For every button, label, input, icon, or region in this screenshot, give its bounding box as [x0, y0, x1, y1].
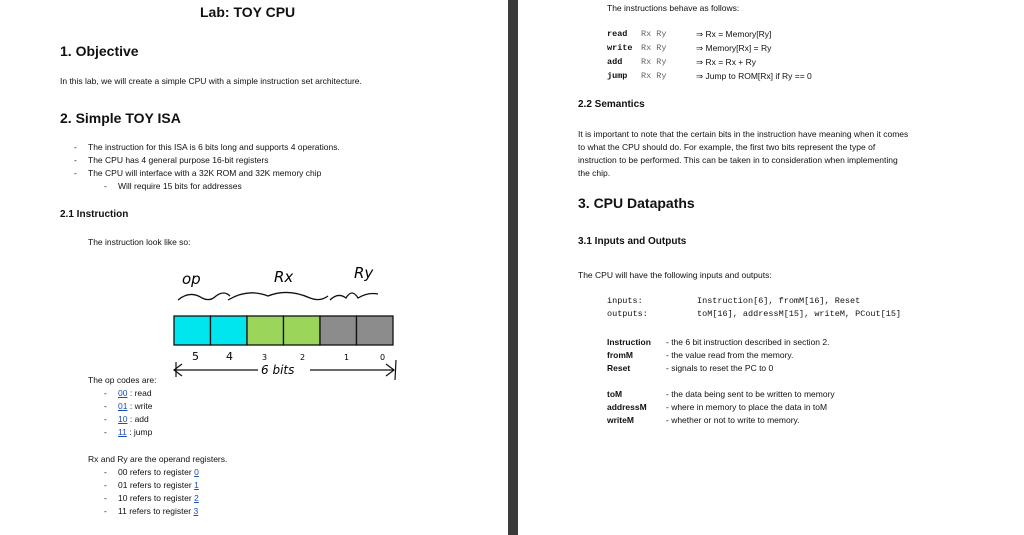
bit-cell-3: [247, 316, 284, 345]
output-desc: - the data being sent to be written to memory: [666, 389, 835, 399]
isa-bullet-2: The CPU has 4 general purpose 16-bit registers: [88, 155, 269, 165]
opcode-code: 00: [118, 388, 128, 398]
diagram-label-rx: Rx: [274, 268, 294, 286]
input-desc: - signals to reset the PC to 0: [666, 363, 774, 373]
input-name: fromM: [607, 350, 633, 360]
objective-text: In this lab, we will create a simple CPU with a simple instruction set architecture.: [60, 76, 362, 86]
isa-sub-bullet: Will require 15 bits for addresses: [118, 181, 242, 191]
arrow-icon: ⇒: [696, 29, 706, 39]
bit-cells: [174, 316, 393, 345]
register-number: 2: [194, 493, 199, 503]
instr-args: Rx Ry: [641, 29, 667, 39]
opcode-sep: :: [127, 388, 135, 398]
input-name: Reset: [607, 363, 631, 373]
opcodes-label: The op codes are:: [88, 375, 157, 385]
bullet-dash: -: [104, 181, 107, 191]
register-number: 0: [194, 467, 199, 477]
register-item: [118, 493, 199, 503]
brace-ry: [330, 293, 378, 300]
registers-intro: Rx and Ry are the operand registers.: [88, 454, 228, 464]
arrow-icon: ⇒: [696, 57, 706, 67]
bullet-dash: -: [104, 427, 107, 437]
instr-args: Rx Ry: [641, 43, 667, 53]
datapaths-heading-text: 3. CPU Datapaths: [578, 195, 695, 211]
opcode-item: [118, 401, 153, 411]
instr-args: Rx Ry: [641, 71, 667, 81]
opcode-item: [118, 427, 152, 437]
instr-effect: [696, 57, 756, 68]
instr-effect: [696, 71, 812, 82]
bit-number-4: 4: [226, 350, 233, 363]
semantics-line: It is important to note that the certain bits in the instruction have meaning when it comes: [578, 129, 909, 139]
opcode-sep: :: [126, 427, 134, 437]
instr-op: write: [607, 43, 633, 53]
brace-op: [178, 293, 230, 300]
bullet-dash: -: [74, 168, 77, 178]
instr-op: add: [607, 57, 623, 67]
bit-cell-0: [357, 316, 394, 345]
io-intro: The CPU will have the following inputs and outputs:: [578, 270, 772, 280]
output-name: addressM: [607, 402, 647, 412]
page-divider: [508, 0, 518, 535]
opcode-name: jump: [133, 427, 153, 437]
inputs-label: inputs:: [607, 296, 643, 306]
bit-numbers: [192, 350, 385, 363]
register-code: 10: [118, 493, 128, 503]
register-item: [118, 467, 199, 477]
output-name: toM: [607, 389, 623, 399]
outputs-value: toM[16], addressM[15], writeM, PCout[15]: [697, 309, 902, 319]
opcode-sep: :: [127, 401, 135, 411]
bit-number-0: 0: [380, 353, 386, 362]
bit-cell-1: [320, 316, 357, 345]
bit-number-3: 3: [262, 353, 268, 362]
bit-number-1: 1: [344, 353, 350, 362]
isa-bullet-1: The instruction for this ISA is 6 bits long and supports 4 operations.: [88, 142, 340, 152]
output-name: writeM: [607, 415, 634, 425]
instruction-intro: The instruction look like so:: [88, 237, 191, 247]
inputs-value: Instruction[6], fromM[16], Reset: [697, 296, 861, 306]
bit-number-5: 5: [192, 350, 199, 363]
opcode-name: read: [134, 388, 152, 398]
arrow-icon: ⇒: [696, 43, 706, 53]
diagram-label-ry: Ry: [354, 264, 374, 282]
input-name: Instruction: [607, 337, 651, 347]
instr-effect-text: Memory[Rx] = Ry: [705, 43, 772, 53]
instr-op: read: [607, 29, 628, 39]
instr-effect-text: Rx = Rx + Ry: [705, 57, 757, 67]
semantics-line: the chip.: [578, 168, 611, 178]
bullet-dash: -: [74, 142, 77, 152]
register-code: 11: [118, 506, 127, 516]
opcode-code: 11: [118, 427, 127, 437]
doc-title: Lab: TOY CPU: [200, 4, 296, 20]
isa-heading: 2. Simple TOY ISA: [60, 110, 181, 126]
isa-bullet-3: The CPU will interface with a 32K ROM and 32K memory chip: [88, 168, 322, 178]
register-number: 3: [193, 506, 199, 516]
semantics-heading: 2.2 Semantics: [578, 99, 645, 110]
output-desc: - where in memory to place the data in toM: [666, 402, 828, 412]
bullet-dash: -: [104, 493, 107, 503]
register-number: 1: [194, 480, 199, 490]
instruction-heading: 2.1 Instruction: [60, 209, 129, 220]
input-desc: - the value read from the memory.: [666, 350, 794, 360]
opcode-name: add: [134, 414, 149, 424]
bullet-dash: -: [104, 480, 107, 490]
register-code: 00: [118, 467, 128, 477]
register-item: [118, 506, 198, 516]
instr-op: jump: [607, 71, 628, 81]
bit-cell-5: [174, 316, 211, 345]
instr-effect: [696, 29, 771, 40]
bullet-dash: -: [104, 414, 107, 424]
behave-intro: The instructions behave as follows:: [607, 3, 740, 13]
opcode-code: 01: [118, 401, 128, 411]
bullet-dash: -: [104, 401, 107, 411]
diagram-label-op: op: [182, 270, 201, 288]
instr-effect: [696, 43, 771, 54]
bullet-dash: -: [104, 506, 107, 516]
register-text: refers to register: [127, 467, 195, 477]
register-item: [118, 480, 199, 490]
output-desc: - whether or not to write to memory.: [666, 415, 800, 425]
opcode-sep: :: [127, 414, 135, 424]
bullet-dash: -: [104, 467, 107, 477]
register-text: refers to register: [126, 506, 194, 516]
instr-effect-text: Rx = Memory[Ry]: [705, 29, 772, 39]
opcode-code: 10: [118, 414, 128, 424]
right-page: [518, 0, 1024, 535]
register-text: refers to register: [127, 493, 195, 503]
bit-cell-4: [211, 316, 248, 345]
bit-number-2: 2: [300, 353, 306, 362]
brace-rx: [228, 292, 328, 300]
arrow-icon: ⇒: [696, 71, 706, 81]
bullet-dash: -: [74, 155, 77, 165]
input-desc: - the 6 bit instruction described in section 2.: [666, 337, 830, 347]
instruction-bit-diagram: [160, 258, 400, 388]
io-heading: 3.1 Inputs and Outputs: [578, 236, 687, 247]
bit-cell-2: [284, 316, 321, 345]
instr-effect-text: Jump to ROM[Rx] if Ry == 0: [705, 71, 812, 81]
datapaths-heading: [578, 195, 695, 211]
outputs-label: outputs:: [607, 309, 648, 319]
semantics-line: to what the CPU should do. For example, the first two bits represent the type of: [578, 142, 876, 152]
opcode-name: write: [134, 401, 153, 411]
semantics-line: instruction to be performed. This can be taken in to consideration when implementing: [578, 155, 898, 165]
instr-args: Rx Ry: [641, 57, 667, 67]
left-page: [0, 0, 508, 535]
width-tick-right: [395, 360, 396, 380]
opcode-item: [118, 388, 152, 398]
bullet-dash: -: [104, 388, 107, 398]
objective-heading: 1. Objective: [60, 43, 139, 59]
register-text: refers to register: [127, 480, 195, 490]
register-code: 01: [118, 480, 128, 490]
opcode-item: [118, 414, 149, 424]
width-label: 6 bits: [261, 363, 295, 377]
